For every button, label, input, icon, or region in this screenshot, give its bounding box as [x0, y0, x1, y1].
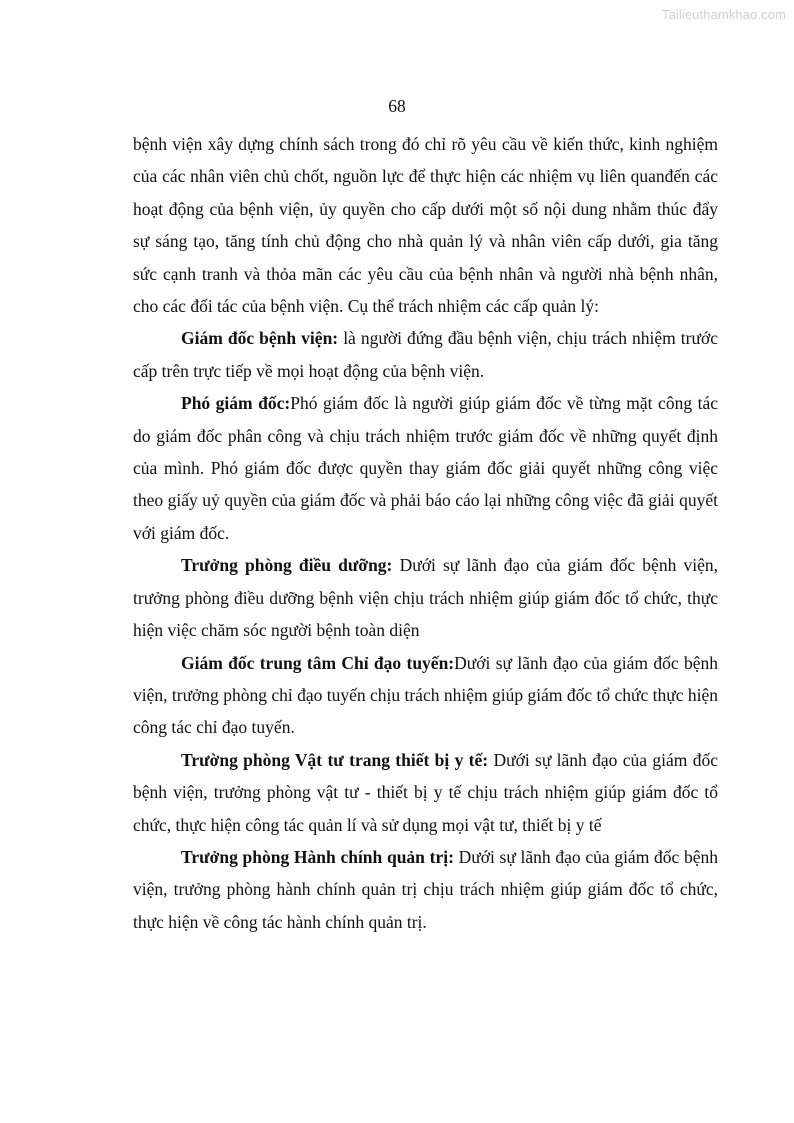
watermark: Tailieuthamkhao.com: [661, 7, 786, 22]
paragraph-heading: Trưởng phòng Hành chính quản trị:: [181, 846, 454, 867]
paragraph-text: là người đứng đầu bệnh viện, chịu trách nhiệm trước cấp trên trực tiếp về mọi hoạt động của bệnh viện.: [133, 328, 719, 381]
paragraph-line-direction-center: [133, 647, 718, 744]
paragraph-text: bệnh viện xây dựng chính sách trong đó chỉ rõ yêu cầu về kiến thức, kinh nghiệm của các nhân viên chủ chốt, nguồn lực để thực hiện các nhiệm vụ liên quanđến các hoạt động của bệnh viện, ủy quyền cho cấp dưới một số nội dung nhằm thúc đẩy sự sáng tạo, tăng tính chủ động cho nhà quản lý và nhân viên cấp dưới, gia tăng sức cạnh tranh và thỏa mãn các yêu cầu của bệnh nhân và người nhà bệnh nhân, cho các đối tác của bệnh viện. Cụ thể trách nhiệm các cấp quản lý:: [133, 134, 718, 317]
paragraph-text: Dưới sự lãnh đạo của giám đốc bệnh viện, trưởng phòng vật tư - thiết bị y tế chịu trách nhiệm giúp giám đốc tổ chức, thực hiện công tác quản lí và sử dụng mọi vật tư, thiết bị y tế: [133, 749, 718, 835]
paragraph-text: Dưới sự lãnh đạo của giám đốc bệnh viện, trưởng phòng điều dưỡng bệnh viện chịu trách nhiệm giúp giám đốc tổ chức, thực hiện việc chăm sóc người bệnh toàn diện: [133, 555, 719, 641]
paragraph-text: Dưới sự lãnh đạo của giám đốc bệnh viện, trưởng phòng chỉ đạo tuyến chịu trách nhiệm giúp giám đốc tổ chức thực hiện công tác chỉ đạo tuyến.: [133, 652, 718, 738]
paragraph-heading: Giám đốc bệnh viện:: [181, 328, 339, 349]
paragraph-text: Phó giám đốc là người giúp giám đốc về từng mặt công tác do giám đốc phân công và chịu trách nhiệm trước giám đốc về những quyết định của mình. Phó giám đốc được quyền thay giám đốc giải quyết những công việc theo giấy uỷ quyền của giám đốc và phải báo cáo lại những công việc đã giải quyết với giám đốc.: [133, 393, 718, 543]
paragraph-heading: Phó giám đốc:: [181, 393, 291, 414]
paragraph-deputy-director: [133, 387, 718, 549]
paragraph-nursing-head: [133, 549, 718, 646]
paragraph-director: [133, 322, 718, 387]
paragraph-administration-head: [133, 841, 718, 938]
paragraph-heading: Giám đốc trung tâm Chỉ đạo tuyến:: [181, 652, 455, 673]
paragraph-heading: Trường phòng Vật tư trang thiết bị y tế:: [181, 749, 489, 770]
paragraph-medical-equipment-head: [133, 744, 718, 841]
document-body: [133, 128, 718, 938]
page-number: 68: [388, 96, 406, 116]
paragraph-intro: [133, 128, 718, 322]
paragraph-text: Dưới sự lãnh đạo của giám đốc bệnh viện, trưởng phòng hành chính quản trị chịu trách nhiệm giúp giám đốc tổ chức, thực hiện về công tác hành chính quản trị.: [133, 846, 718, 932]
paragraph-heading: Trưởng phòng điều dưỡng:: [181, 555, 393, 576]
